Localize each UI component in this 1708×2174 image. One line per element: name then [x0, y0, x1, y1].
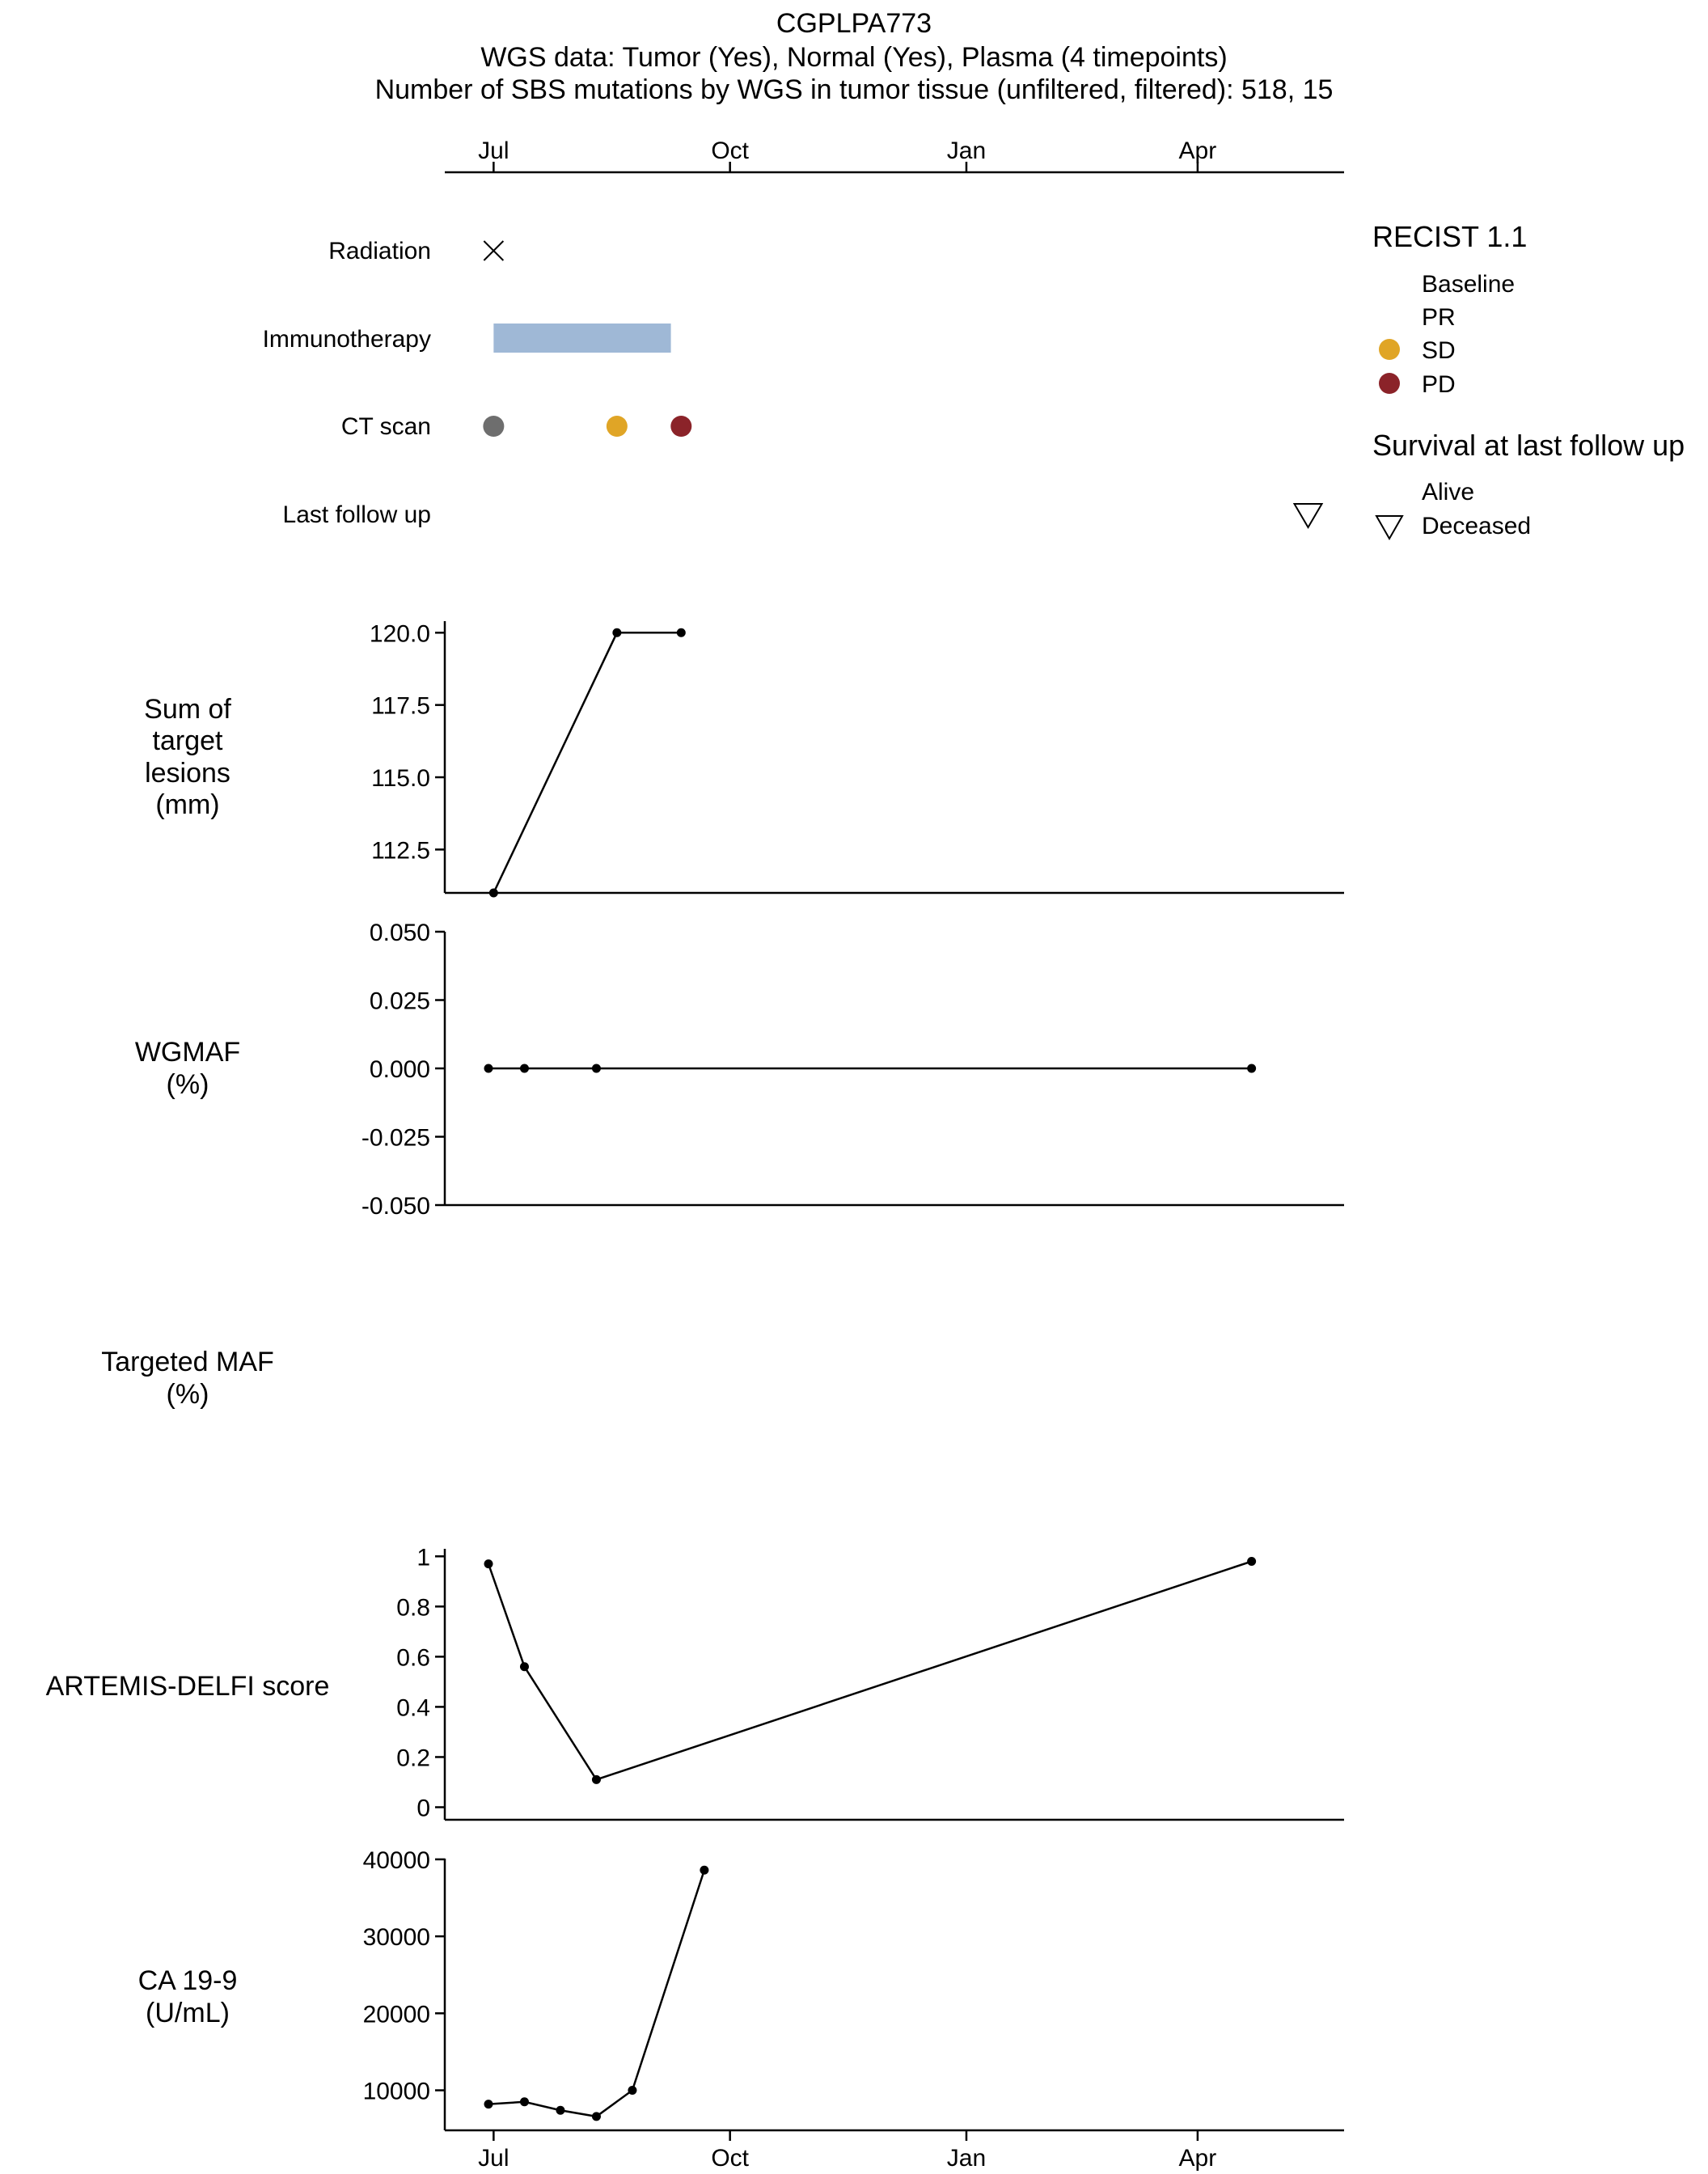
- timeline-marks: [483, 241, 1321, 527]
- series-line: [488, 1562, 1252, 1780]
- row-label-radiation: Radiation: [328, 238, 431, 264]
- y-tick-label: 0: [416, 1795, 430, 1822]
- ylabel-sum-line-3: lesions: [145, 758, 230, 789]
- top-time-axis: [445, 137, 1344, 172]
- top-axis-tick-label: Jul: [478, 137, 509, 164]
- ylabel-sum-line-2: target: [152, 725, 223, 756]
- y-tick-label: 0.2: [396, 1745, 430, 1772]
- data-point: [592, 1775, 601, 1784]
- bottom-axis-tick-label: Jan: [946, 2145, 987, 2172]
- legend-recist-marker: [1379, 373, 1400, 394]
- panel-wgmaf: [361, 920, 1344, 1220]
- treatment-timeline: [263, 238, 1322, 528]
- triangle-down-icon: [1376, 516, 1402, 539]
- ylabel-sum-target-lesions: [144, 694, 231, 820]
- legend-recist-label-pr: PR: [1422, 304, 1456, 331]
- data-point: [484, 1559, 493, 1568]
- y-tick-label: 40000: [362, 1846, 430, 1874]
- legend-recist-marker: [1379, 339, 1400, 360]
- ylabel-targeted-maf: [101, 1347, 274, 1410]
- ylabel-wgmaf-line-2: (%): [166, 1069, 209, 1100]
- ct-scan-point: [670, 416, 691, 437]
- top-axis-tick-label: Oct: [711, 137, 749, 164]
- y-tick-label: 10000: [362, 2078, 430, 2105]
- data-point: [628, 2086, 636, 2095]
- radiation-x-icon: [484, 241, 503, 260]
- legend-recist-label-baseline: Baseline: [1422, 271, 1516, 298]
- immunotherapy-bar: [493, 324, 670, 353]
- ylabel-wgmaf: [135, 1037, 240, 1100]
- legend-survival-label-deceased: Deceased: [1422, 513, 1532, 539]
- y-tick-label: 120.0: [369, 620, 430, 648]
- ylabel-targeted-maf-line-2: (%): [166, 1379, 209, 1410]
- ylabel-sum-line-1: Sum of: [144, 694, 231, 725]
- top-axis-ticks: [478, 137, 1216, 172]
- data-point: [612, 628, 621, 637]
- top-axis-tick-label: Apr: [1178, 137, 1217, 164]
- ylabel-sum-line-4: (mm): [155, 789, 220, 820]
- ylabel-ca199-line-1: CA 19-9: [137, 1965, 238, 1996]
- data-point: [1247, 1064, 1256, 1073]
- ylabel-wgmaf-line-1: WGMAF: [134, 1037, 241, 1068]
- y-tick-label: 115.0: [371, 765, 430, 793]
- data-point: [520, 1662, 529, 1671]
- panel-ca19_9: [363, 1847, 1344, 2130]
- panel-labels: [46, 694, 330, 2028]
- y-tick-label: 0.000: [369, 1056, 430, 1083]
- y-tick-label: 30000: [362, 1924, 430, 1952]
- bottom-axis-tick-label: Jul: [478, 2145, 509, 2172]
- data-point: [700, 1866, 708, 1875]
- bottom-axis-tick-label: Apr: [1178, 2145, 1217, 2172]
- y-tick-label: -0.025: [361, 1124, 430, 1152]
- figure-subtitle-wgs: WGS data: Tumor (Yes), Normal (Yes), Plasma (4 timepoints): [480, 42, 1228, 73]
- legend-survival: [1372, 429, 1685, 539]
- legend-recist: [1372, 220, 1527, 398]
- bottom-time-axis: [478, 2130, 1216, 2172]
- y-tick-label: 117.5: [371, 692, 430, 720]
- legend-recist-label-sd: SD: [1422, 337, 1456, 364]
- y-tick-label: 20000: [362, 2001, 430, 2028]
- data-point: [520, 1064, 529, 1073]
- y-tick-label: 0.025: [369, 988, 430, 1015]
- y-tick-label: -0.050: [361, 1193, 430, 1220]
- bottom-axis-ticks: [478, 2130, 1216, 2172]
- y-tick-label: 0.050: [369, 920, 430, 946]
- legend-recist-label-pd: PD: [1422, 371, 1456, 398]
- data-point: [592, 1064, 601, 1073]
- data-point: [592, 2112, 601, 2121]
- figure-title: CGPLPA773: [776, 8, 932, 39]
- data-point: [484, 1064, 493, 1073]
- ylabel-artemis-line-1: ARTEMIS-DELFI score: [45, 1671, 330, 1702]
- series-line: [488, 1870, 704, 2117]
- panel-artemis_delfi: [396, 1544, 1344, 1821]
- y-tick-label: 0.4: [396, 1694, 430, 1722]
- legend-survival-label-alive: Alive: [1422, 479, 1475, 505]
- row-label-ct-scan: CT scan: [340, 413, 431, 440]
- data-point: [520, 2097, 529, 2106]
- data-point: [556, 2106, 564, 2115]
- last-follow-up-triangle: [1295, 504, 1322, 527]
- data-point: [484, 2100, 493, 2108]
- data-point: [677, 628, 686, 637]
- ylabel-ca19-9: [138, 1965, 238, 2028]
- series-line: [493, 632, 681, 893]
- y-tick-label: 0.6: [396, 1644, 430, 1672]
- ylabel-ca199-line-2: (U/mL): [146, 1998, 230, 2028]
- figure-subtitle-sbs: Number of SBS mutations by WGS in tumor tissue (unfiltered, filtered): 518, 15: [374, 74, 1334, 105]
- row-label-last-follow-up: Last follow up: [282, 501, 431, 528]
- data-panels: [361, 620, 1344, 2130]
- panel-sum_target_lesions: [370, 620, 1344, 897]
- legend-recist-items: [1379, 271, 1515, 398]
- ct-scan-point: [483, 416, 504, 437]
- top-axis-tick-label: Jan: [946, 137, 987, 164]
- row-label-immunotherapy: Immunotherapy: [262, 326, 431, 353]
- data-point: [1247, 1557, 1256, 1566]
- bottom-axis-tick-label: Oct: [711, 2145, 749, 2172]
- legend-survival-title: Survival at last follow up: [1372, 429, 1685, 462]
- y-tick-label: 112.5: [371, 837, 430, 865]
- ylabel-artemis-delfi: [46, 1671, 330, 1702]
- y-tick-label: 0.8: [396, 1594, 430, 1622]
- legend-recist-title: RECIST 1.1: [1372, 220, 1528, 253]
- ct-scan-point: [607, 416, 628, 437]
- data-point: [489, 889, 498, 898]
- ylabel-targeted-maf-line-1: Targeted MAF: [101, 1347, 274, 1377]
- y-tick-label: 1: [416, 1544, 430, 1571]
